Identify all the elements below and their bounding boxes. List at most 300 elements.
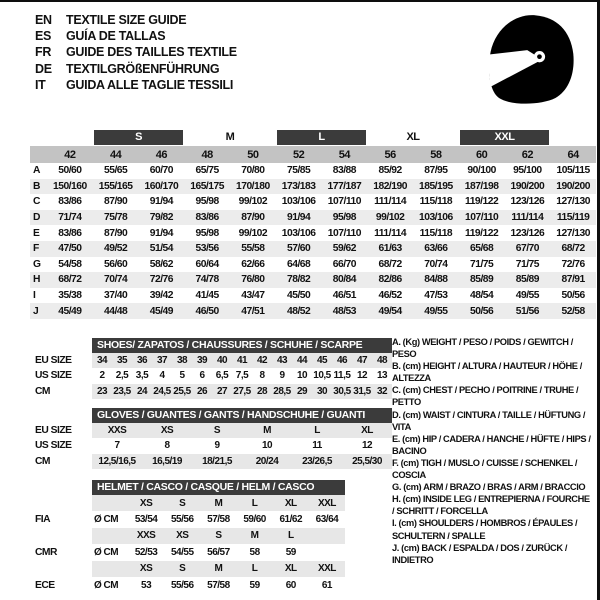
legend-item: G. (cm) ARM / BRAZO / BRAS / ARM / BRACCIO bbox=[392, 482, 586, 493]
row-cells bbox=[92, 454, 392, 469]
row-key: H bbox=[33, 274, 40, 286]
cell-value: 59/60 bbox=[243, 514, 266, 526]
legend-item: I. (cm) SHOULDERS / HOMBROS / ÉPAULES / SCHULTERN / SPALLE bbox=[392, 518, 578, 541]
size-value: 64/68 bbox=[286, 258, 311, 270]
size-value: 91/94 bbox=[286, 212, 311, 224]
size-value: 46/51 bbox=[332, 290, 357, 302]
size-value: 170/180 bbox=[236, 180, 270, 192]
size-value: 190/200 bbox=[510, 180, 545, 192]
size-group-l: L bbox=[277, 130, 366, 145]
size-value: 87/91 bbox=[561, 274, 585, 286]
size-column-header: 58 bbox=[430, 148, 442, 161]
cell-value: S bbox=[213, 425, 221, 437]
row-key: F bbox=[33, 243, 39, 255]
size-value: 150/160 bbox=[53, 180, 87, 192]
size-value: 45/49 bbox=[58, 305, 82, 317]
helmet-table-rows bbox=[30, 495, 392, 593]
size-value: 58/62 bbox=[149, 258, 174, 270]
size-value: 67/70 bbox=[515, 243, 540, 255]
size-value: 68/72 bbox=[561, 243, 585, 255]
row-label: CM bbox=[35, 455, 51, 467]
cell-value: L bbox=[251, 497, 258, 509]
shoes-size-table bbox=[30, 338, 392, 399]
size-column-header: 42 bbox=[64, 148, 76, 161]
language-title: GUÍA DE TALLAS bbox=[66, 29, 166, 44]
row-label: US SIZE bbox=[35, 370, 72, 382]
size-value: 74/78 bbox=[195, 274, 219, 286]
cell-value: 9 bbox=[279, 370, 285, 382]
size-value: 70/74 bbox=[103, 274, 128, 286]
cell-value: L bbox=[287, 530, 294, 542]
cell-value: 48 bbox=[376, 355, 388, 367]
size-value: 95/98 bbox=[195, 196, 219, 208]
cell-value: 10,5 bbox=[313, 370, 331, 382]
cell-value: 32 bbox=[376, 385, 388, 397]
size-column-header: 48 bbox=[201, 148, 213, 161]
cell-value: XXS bbox=[136, 530, 156, 542]
cell-value: 9 bbox=[214, 440, 220, 452]
cell-value: 46 bbox=[336, 355, 348, 367]
cell-value: 31,5 bbox=[353, 385, 371, 397]
size-value: 41/45 bbox=[195, 290, 219, 302]
size-value: 95/98 bbox=[332, 212, 357, 224]
size-value: 111/114 bbox=[374, 227, 407, 239]
size-value: 46/52 bbox=[378, 290, 402, 302]
cell-value: 30,5 bbox=[333, 385, 351, 397]
size-value: 119/122 bbox=[465, 227, 499, 239]
cell-value: 29 bbox=[296, 385, 308, 397]
size-group-xl: XL bbox=[406, 131, 420, 143]
helmet-size-table bbox=[30, 480, 392, 593]
cell-value: 23 bbox=[96, 385, 108, 397]
size-column-header: 60 bbox=[476, 148, 488, 161]
size-value: 105/115 bbox=[556, 165, 590, 177]
language-row bbox=[35, 44, 237, 60]
legend-item: B. (cm) HEIGHT / ALTURA / HAUTEUR / HÖHE / ALTEZZA bbox=[392, 361, 582, 384]
diameter-unit-label: Ø CM bbox=[94, 579, 119, 591]
size-value: 99/102 bbox=[238, 196, 268, 208]
cell-value: XXL bbox=[317, 563, 336, 575]
cell-value: 58 bbox=[249, 546, 260, 558]
size-value: 65/68 bbox=[469, 243, 494, 255]
cell-value: 56/57 bbox=[207, 546, 230, 558]
row-cells bbox=[92, 528, 345, 544]
size-value: 187/198 bbox=[464, 180, 499, 192]
helmet-icon bbox=[484, 10, 578, 109]
size-value: 70/74 bbox=[424, 258, 448, 270]
size-column-header: 56 bbox=[384, 148, 396, 161]
row-key: A bbox=[33, 165, 40, 177]
row-label: ECE bbox=[35, 579, 55, 591]
size-value: 71/75 bbox=[515, 258, 540, 270]
size-value: 68/72 bbox=[378, 258, 402, 270]
size-value: 91/94 bbox=[149, 196, 174, 208]
helmet-sizes-row bbox=[30, 495, 392, 511]
helmet-sizes-row bbox=[30, 561, 392, 577]
legend-item: H. (cm) INSIDE LEG / ENTREPIERNA / FOURCHE / SCHRITT / FORCELLA bbox=[392, 494, 590, 517]
cell-value: 24,5 bbox=[153, 385, 171, 397]
size-value: 155/165 bbox=[98, 180, 133, 192]
size-value: 99/102 bbox=[238, 227, 268, 239]
language-row bbox=[35, 61, 237, 77]
size-value: 63/66 bbox=[424, 243, 448, 255]
size-value: 103/106 bbox=[281, 227, 316, 239]
sub-table-row bbox=[30, 438, 392, 453]
size-value: 103/106 bbox=[281, 196, 316, 208]
measurement-legend bbox=[392, 336, 594, 566]
language-row bbox=[35, 12, 237, 28]
cell-value: 27 bbox=[216, 385, 228, 397]
cell-value: 36 bbox=[136, 355, 148, 367]
row-cells bbox=[92, 438, 392, 453]
size-value: 123/126 bbox=[510, 196, 545, 208]
cell-value: XS bbox=[160, 425, 174, 437]
size-value: 50/60 bbox=[58, 165, 82, 177]
size-value: 62/66 bbox=[241, 258, 265, 270]
size-value: 46/50 bbox=[195, 305, 219, 317]
row-cells bbox=[92, 544, 345, 560]
size-group-xxl: XXL bbox=[460, 130, 549, 145]
size-value: 115/118 bbox=[419, 196, 453, 208]
size-value: 37/40 bbox=[103, 290, 128, 302]
cell-value: 6 bbox=[199, 370, 205, 382]
language-code: DE bbox=[35, 61, 52, 76]
row-label: EU SIZE bbox=[35, 425, 72, 437]
language-code: ES bbox=[35, 29, 52, 44]
row-key: B bbox=[33, 180, 40, 192]
cell-value: M bbox=[263, 425, 271, 437]
language-title: GUIDE DES TAILLES TEXTILE bbox=[66, 45, 237, 60]
size-value: 49/54 bbox=[378, 305, 402, 317]
size-column-header: 46 bbox=[155, 148, 167, 161]
legend-item: J. (cm) BACK / ESPALDA / DOS / ZURÜCK / INDIETRO bbox=[392, 542, 567, 565]
cell-value: 28,5 bbox=[273, 385, 291, 397]
size-value: 50/56 bbox=[561, 290, 585, 302]
size-value: 68/72 bbox=[58, 274, 82, 286]
size-value: 53/56 bbox=[195, 243, 219, 255]
cell-value: 25,5/30 bbox=[352, 455, 382, 467]
cell-value: 23/26,5 bbox=[302, 455, 332, 467]
cell-value: 16,5/19 bbox=[152, 455, 182, 467]
helmet-sizes-row bbox=[30, 528, 392, 544]
textile-data-row bbox=[30, 210, 596, 226]
size-value: 45/50 bbox=[286, 290, 311, 302]
size-column-header: 52 bbox=[293, 148, 305, 161]
cell-value: XXL bbox=[317, 497, 336, 509]
size-column-header: 44 bbox=[110, 148, 122, 161]
cell-value: XL bbox=[361, 425, 373, 437]
cell-value: 12,5/16,5 bbox=[98, 455, 136, 467]
size-value: 49/52 bbox=[103, 243, 128, 255]
size-value: 119/122 bbox=[465, 196, 499, 208]
cell-value: 57/58 bbox=[207, 579, 230, 591]
size-value: 61/63 bbox=[378, 243, 402, 255]
size-value: 59/62 bbox=[332, 243, 357, 255]
language-title: TEXTILGRÖßENFÜHRUNG bbox=[66, 61, 220, 76]
cell-value: 8 bbox=[164, 440, 170, 452]
size-value: 107/110 bbox=[327, 227, 361, 239]
size-value: 78/82 bbox=[286, 274, 311, 286]
textile-group-row bbox=[30, 129, 596, 145]
size-column-header: 54 bbox=[338, 148, 350, 161]
cell-value: 7,5 bbox=[235, 370, 249, 382]
cell-value: 34 bbox=[96, 355, 108, 367]
size-value: 49/55 bbox=[424, 305, 448, 317]
size-value: 48/52 bbox=[286, 305, 311, 317]
size-value: 47/51 bbox=[241, 305, 265, 317]
size-value: 87/90 bbox=[103, 196, 128, 208]
size-value: 160/170 bbox=[144, 180, 179, 192]
size-value: 79/82 bbox=[149, 212, 174, 224]
size-value: 75/78 bbox=[103, 212, 128, 224]
language-title: TEXTILE SIZE GUIDE bbox=[66, 13, 187, 27]
cell-value: 60 bbox=[285, 579, 296, 591]
textile-data-row bbox=[30, 225, 596, 241]
cell-value: 61 bbox=[321, 579, 332, 591]
legend-item: D. (cm) WAIST / CINTURA / TAILLE / HÜFTUNG / VITA bbox=[392, 409, 586, 432]
row-key: E bbox=[33, 227, 40, 239]
cell-value: 5 bbox=[179, 370, 185, 382]
size-column-header: 50 bbox=[247, 148, 259, 161]
cell-value: 24 bbox=[136, 385, 148, 397]
sub-table-row bbox=[30, 353, 392, 368]
diameter-unit-label: Ø CM bbox=[94, 546, 119, 558]
cell-value: 3,5 bbox=[135, 370, 149, 382]
size-value: 165/175 bbox=[190, 180, 224, 192]
gloves-table-title: GLOVES / GUANTES / GANTS / HANDSCHUHE / GUANTI bbox=[92, 408, 392, 423]
cell-value: XS bbox=[139, 497, 153, 509]
language-code: IT bbox=[35, 77, 46, 92]
cell-value: 10 bbox=[296, 370, 308, 382]
row-label: CM bbox=[35, 385, 51, 397]
size-value: 71/74 bbox=[58, 212, 82, 224]
size-value: 177/187 bbox=[327, 180, 362, 192]
diameter-unit-label: Ø CM bbox=[94, 514, 119, 526]
size-value: 80/84 bbox=[332, 274, 357, 286]
size-value: 50/56 bbox=[469, 305, 494, 317]
size-value: 51/56 bbox=[515, 305, 540, 317]
sub-table-row bbox=[30, 454, 392, 469]
size-value: 123/126 bbox=[510, 227, 545, 239]
helmet-standard-row bbox=[30, 544, 392, 560]
size-value: 107/110 bbox=[465, 212, 499, 224]
helmet-standard-row bbox=[30, 577, 392, 593]
textile-data-row bbox=[30, 288, 596, 304]
helmet-standard-row bbox=[30, 511, 392, 527]
cell-value: 37 bbox=[156, 355, 168, 367]
size-value: 60/70 bbox=[149, 165, 174, 177]
size-value: 107/110 bbox=[327, 196, 361, 208]
shoes-table-rows bbox=[30, 353, 392, 399]
size-value: 39/42 bbox=[149, 290, 174, 302]
cell-value: M bbox=[214, 563, 223, 575]
cell-value: 53 bbox=[141, 579, 152, 591]
cell-value: 40 bbox=[216, 355, 228, 367]
cell-value: 59 bbox=[249, 579, 260, 591]
size-value: 48/53 bbox=[332, 305, 357, 317]
row-key: C bbox=[33, 196, 40, 208]
size-value: 190/200 bbox=[556, 180, 590, 192]
textile-sizes-row bbox=[30, 146, 596, 163]
cell-value: 2 bbox=[99, 370, 105, 382]
sub-table-row bbox=[30, 368, 392, 383]
textile-data-row bbox=[30, 194, 596, 210]
cell-value: 35 bbox=[116, 355, 128, 367]
cell-value: 63/64 bbox=[315, 514, 339, 526]
cell-value: 38 bbox=[176, 355, 188, 367]
textile-data-row bbox=[30, 163, 596, 179]
cell-value: 61/62 bbox=[279, 514, 303, 526]
cell-value: 25,5 bbox=[173, 385, 191, 397]
cell-value: XS bbox=[139, 563, 153, 575]
size-value: 95/98 bbox=[195, 227, 219, 239]
legend-item: C. (cm) CHEST / PECHO / POITRINE / TRUHE / PETTO bbox=[392, 385, 579, 408]
size-value: 87/95 bbox=[424, 165, 448, 177]
size-value: 43/47 bbox=[241, 290, 265, 302]
cell-value: 8 bbox=[259, 370, 265, 382]
size-value: 85/89 bbox=[469, 274, 494, 286]
size-value: 87/90 bbox=[241, 212, 265, 224]
size-value: 83/86 bbox=[58, 227, 82, 239]
cell-value: 42 bbox=[256, 355, 268, 367]
size-value: 47/53 bbox=[424, 290, 448, 302]
legend-item: E. (cm) HIP / CADERA / HANCHE / HÜFTE / HIPS / BACINO bbox=[392, 433, 591, 456]
cell-value: 28 bbox=[256, 385, 268, 397]
size-value: 127/130 bbox=[556, 227, 590, 239]
size-column-header: 62 bbox=[521, 148, 533, 161]
size-value: 95/100 bbox=[513, 165, 542, 177]
sub-table-row bbox=[30, 423, 392, 438]
row-cells bbox=[92, 368, 392, 383]
row-label: US SIZE bbox=[35, 440, 72, 452]
size-value: 111/114 bbox=[374, 196, 407, 208]
row-cells bbox=[92, 511, 345, 527]
size-value: 45/49 bbox=[149, 305, 174, 317]
size-value: 182/190 bbox=[373, 180, 407, 192]
size-value: 65/75 bbox=[195, 165, 219, 177]
size-value: 91/94 bbox=[149, 227, 174, 239]
cell-value: XS bbox=[176, 530, 189, 542]
row-label: CMR bbox=[35, 546, 57, 558]
cell-value: 7 bbox=[114, 440, 120, 452]
size-group-m: M bbox=[225, 131, 235, 143]
language-title: GUIDA ALLE TAGLIE TESSILI bbox=[66, 77, 234, 92]
row-cells bbox=[92, 561, 345, 577]
cell-value: 27,5 bbox=[233, 385, 251, 397]
cell-value: 4 bbox=[159, 370, 165, 382]
cell-value: 53/54 bbox=[134, 514, 158, 526]
gloves-size-table bbox=[30, 408, 392, 469]
language-title-list bbox=[35, 12, 237, 93]
size-value: 83/88 bbox=[332, 165, 357, 177]
cell-value: 2,5 bbox=[115, 370, 129, 382]
cell-value: S bbox=[179, 563, 186, 575]
row-cells bbox=[92, 353, 392, 368]
size-value: 84/88 bbox=[424, 274, 448, 286]
cell-value: 43 bbox=[276, 355, 288, 367]
cell-value: 26 bbox=[196, 385, 208, 397]
cell-value: 12 bbox=[361, 440, 373, 452]
cell-value: 18/21,5 bbox=[202, 455, 232, 467]
size-value: 57/60 bbox=[286, 243, 311, 255]
cell-value: 20/24 bbox=[255, 455, 279, 467]
size-value: 85/89 bbox=[515, 274, 540, 286]
size-value: 83/86 bbox=[195, 212, 219, 224]
cell-value: XL bbox=[284, 563, 297, 575]
textile-data-row bbox=[30, 303, 596, 319]
cell-value: 12 bbox=[356, 370, 368, 382]
size-value: 71/75 bbox=[469, 258, 494, 270]
size-value: 83/86 bbox=[58, 196, 82, 208]
size-value: 127/130 bbox=[556, 196, 590, 208]
helmet-table-title: HELMET / CASCO / CASQUE / HELM / CASCO bbox=[92, 480, 345, 495]
row-key: G bbox=[33, 258, 41, 270]
size-value: 111/114 bbox=[511, 212, 544, 224]
cell-value: 13 bbox=[376, 370, 388, 382]
cell-value: 54/55 bbox=[170, 546, 194, 558]
size-value: 99/102 bbox=[375, 212, 405, 224]
row-cells bbox=[92, 577, 345, 593]
legend-item: F. (cm) TIGH / MUSLO / CUISSE / SCHENKEL / COSCIA bbox=[392, 457, 577, 481]
legend-item: A. (Kg) WEIGHT / PESO / POIDS / GEWITCH / PESO bbox=[392, 337, 573, 360]
row-key: D bbox=[33, 212, 40, 224]
size-value: 52/58 bbox=[561, 305, 585, 317]
cell-value: L bbox=[251, 563, 258, 575]
gloves-table-rows bbox=[30, 423, 392, 469]
language-row bbox=[35, 77, 237, 93]
cell-value: 47 bbox=[356, 355, 368, 367]
cell-value: 10 bbox=[261, 440, 273, 452]
row-label: FIA bbox=[35, 514, 51, 526]
cell-value: 55/56 bbox=[170, 514, 194, 526]
size-value: 90/100 bbox=[467, 165, 496, 177]
size-value: 49/55 bbox=[515, 290, 540, 302]
cell-value: 6,5 bbox=[215, 370, 229, 382]
size-value: 56/60 bbox=[103, 258, 128, 270]
textile-size-table bbox=[30, 129, 596, 319]
size-value: 72/76 bbox=[561, 258, 585, 270]
cell-value: 11 bbox=[312, 440, 322, 452]
size-value: 72/76 bbox=[149, 274, 174, 286]
row-label: EU SIZE bbox=[35, 355, 72, 367]
size-value: 87/90 bbox=[103, 227, 128, 239]
cell-value: 39 bbox=[196, 355, 208, 367]
cell-value: 52/53 bbox=[134, 546, 158, 558]
size-value: 185/195 bbox=[419, 180, 453, 192]
size-value: 48/54 bbox=[469, 290, 494, 302]
cell-value: XXS bbox=[107, 425, 127, 437]
size-group-s: S bbox=[94, 130, 183, 145]
cell-value: 55/56 bbox=[170, 579, 194, 591]
size-value: 115/119 bbox=[556, 212, 590, 224]
size-column-header: 64 bbox=[567, 148, 579, 161]
cell-value: M bbox=[214, 497, 223, 509]
size-value: 82/86 bbox=[378, 274, 402, 286]
size-value: 66/70 bbox=[332, 258, 357, 270]
shoes-table-title: SHOES/ ZAPATOS / CHAUSSURES / SCHUHE / SCARPE bbox=[92, 338, 392, 353]
cell-value: 23,5 bbox=[113, 385, 131, 397]
size-value: 76/80 bbox=[241, 274, 265, 286]
cell-value: S bbox=[215, 530, 222, 542]
size-value: 55/58 bbox=[241, 243, 265, 255]
size-value: 54/58 bbox=[58, 258, 82, 270]
sub-table-row bbox=[30, 384, 392, 399]
row-cells bbox=[92, 495, 345, 511]
language-row bbox=[35, 28, 237, 44]
size-value: 103/106 bbox=[419, 212, 453, 224]
cell-value: L bbox=[314, 425, 320, 437]
size-value: 60/64 bbox=[195, 258, 219, 270]
